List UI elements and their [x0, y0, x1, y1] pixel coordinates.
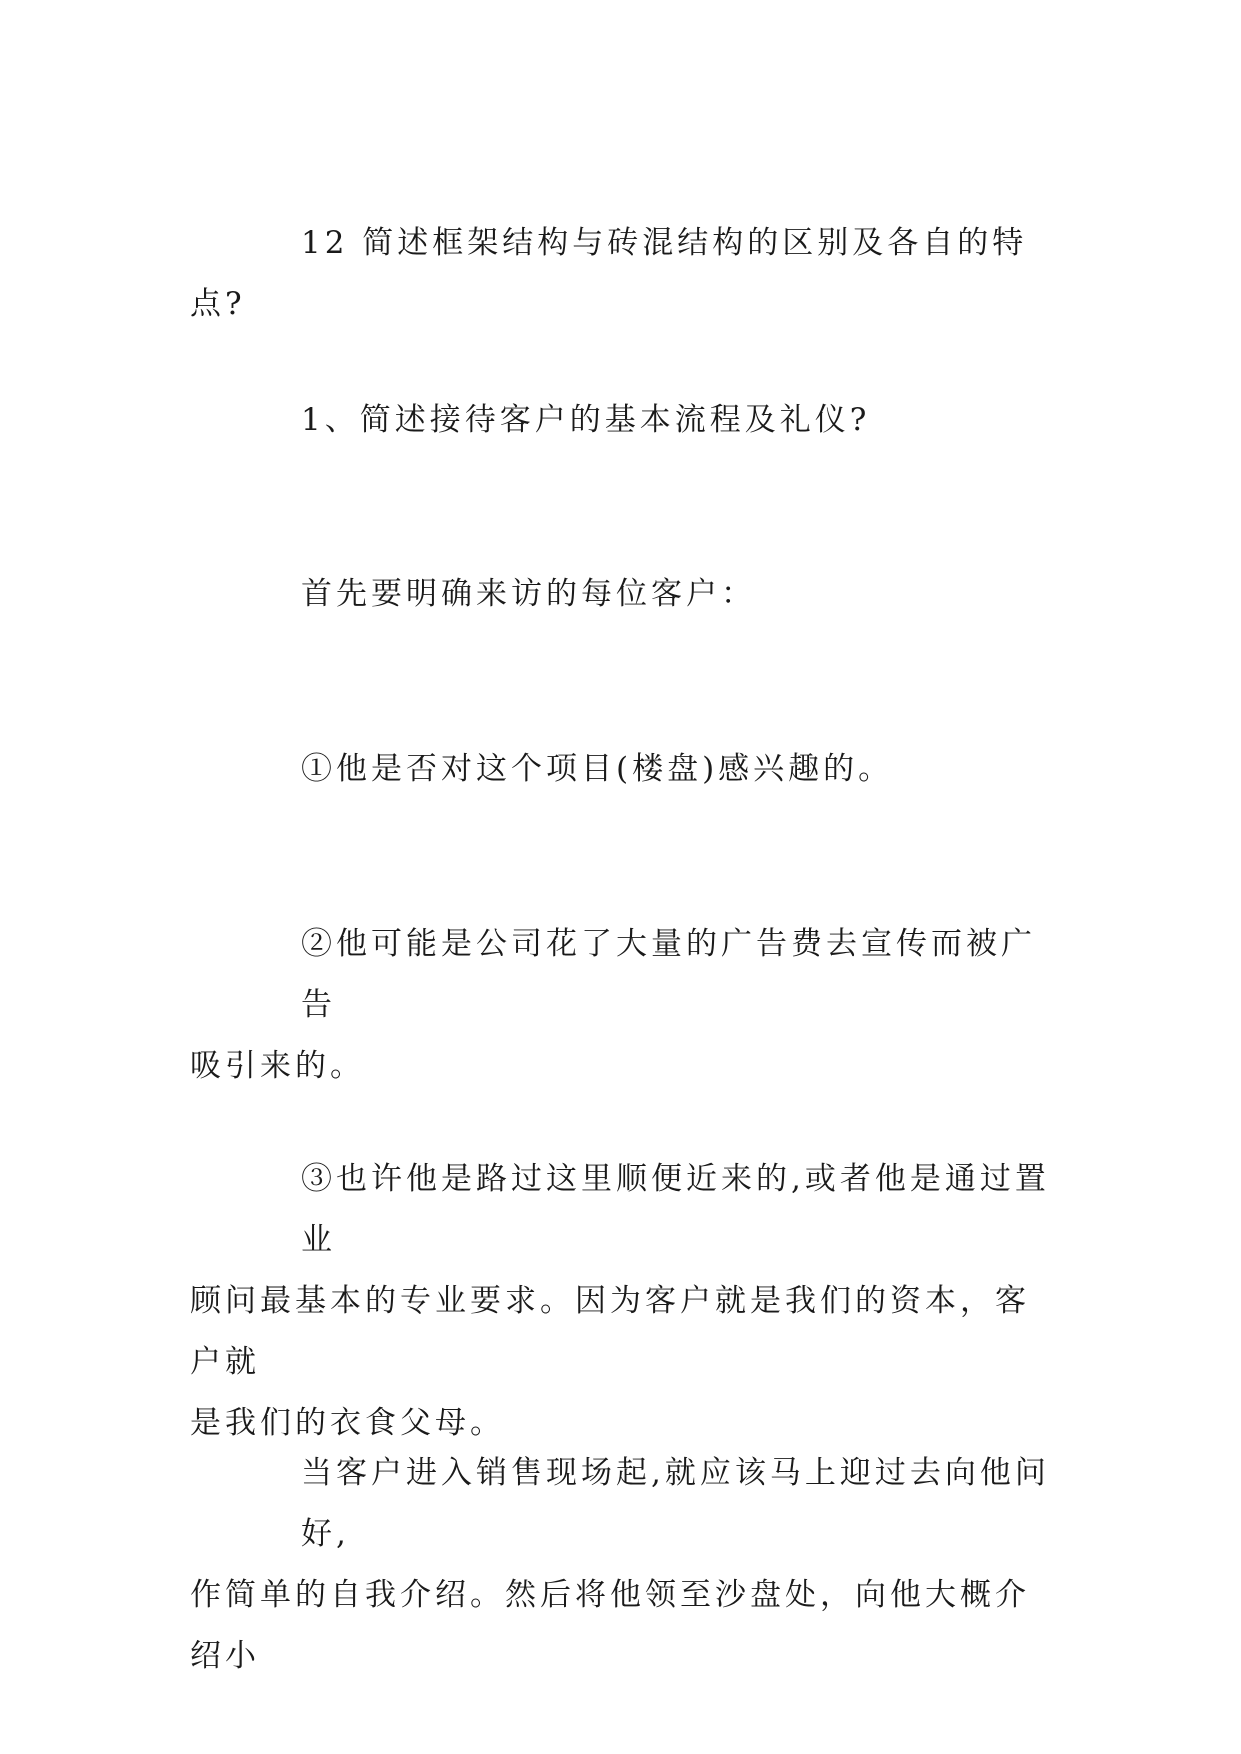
paragraph-line: ②他可能是公司花了大量的广告费去宣传而被广告	[301, 926, 1036, 1023]
paragraph-line: 当客户进入销售现场起,就应该马上迎过去向他问好,	[301, 1455, 1050, 1552]
paragraph-line: 首先要明确来访的每位客户：	[301, 576, 756, 612]
paragraph-question-1	[190, 390, 1050, 451]
paragraph-line: 是我们的衣食父母。	[190, 1405, 505, 1441]
paragraph-intro	[190, 564, 1050, 625]
paragraph-line: ①他是否对这个项目(楼盘)感兴趣的。	[301, 751, 894, 787]
paragraph-line: 作简单的自我介绍。然后将他领至沙盘处，向他大概介绍小	[190, 1577, 1030, 1674]
paragraph-reception	[190, 1443, 1050, 1687]
paragraph-line: 顾问最基本的专业要求。因为客户就是我们的资本，客户就	[190, 1283, 1030, 1380]
paragraph-line: 12 简述框架结构与砖混结构的区别及各自的特点?	[190, 225, 1028, 322]
paragraph-line: 吸引来的。	[190, 1048, 365, 1084]
paragraph-line: ③也许他是路过这里顺便近来的,或者他是通过置业	[301, 1161, 1050, 1258]
paragraph-point-2	[190, 914, 1050, 1097]
paragraph-line: 1、简述接待客户的基本流程及礼仪?	[301, 402, 871, 438]
paragraph-point-1	[190, 739, 1050, 800]
paragraph-question-12	[190, 213, 1050, 335]
paragraph-point-3	[190, 1149, 1050, 1454]
